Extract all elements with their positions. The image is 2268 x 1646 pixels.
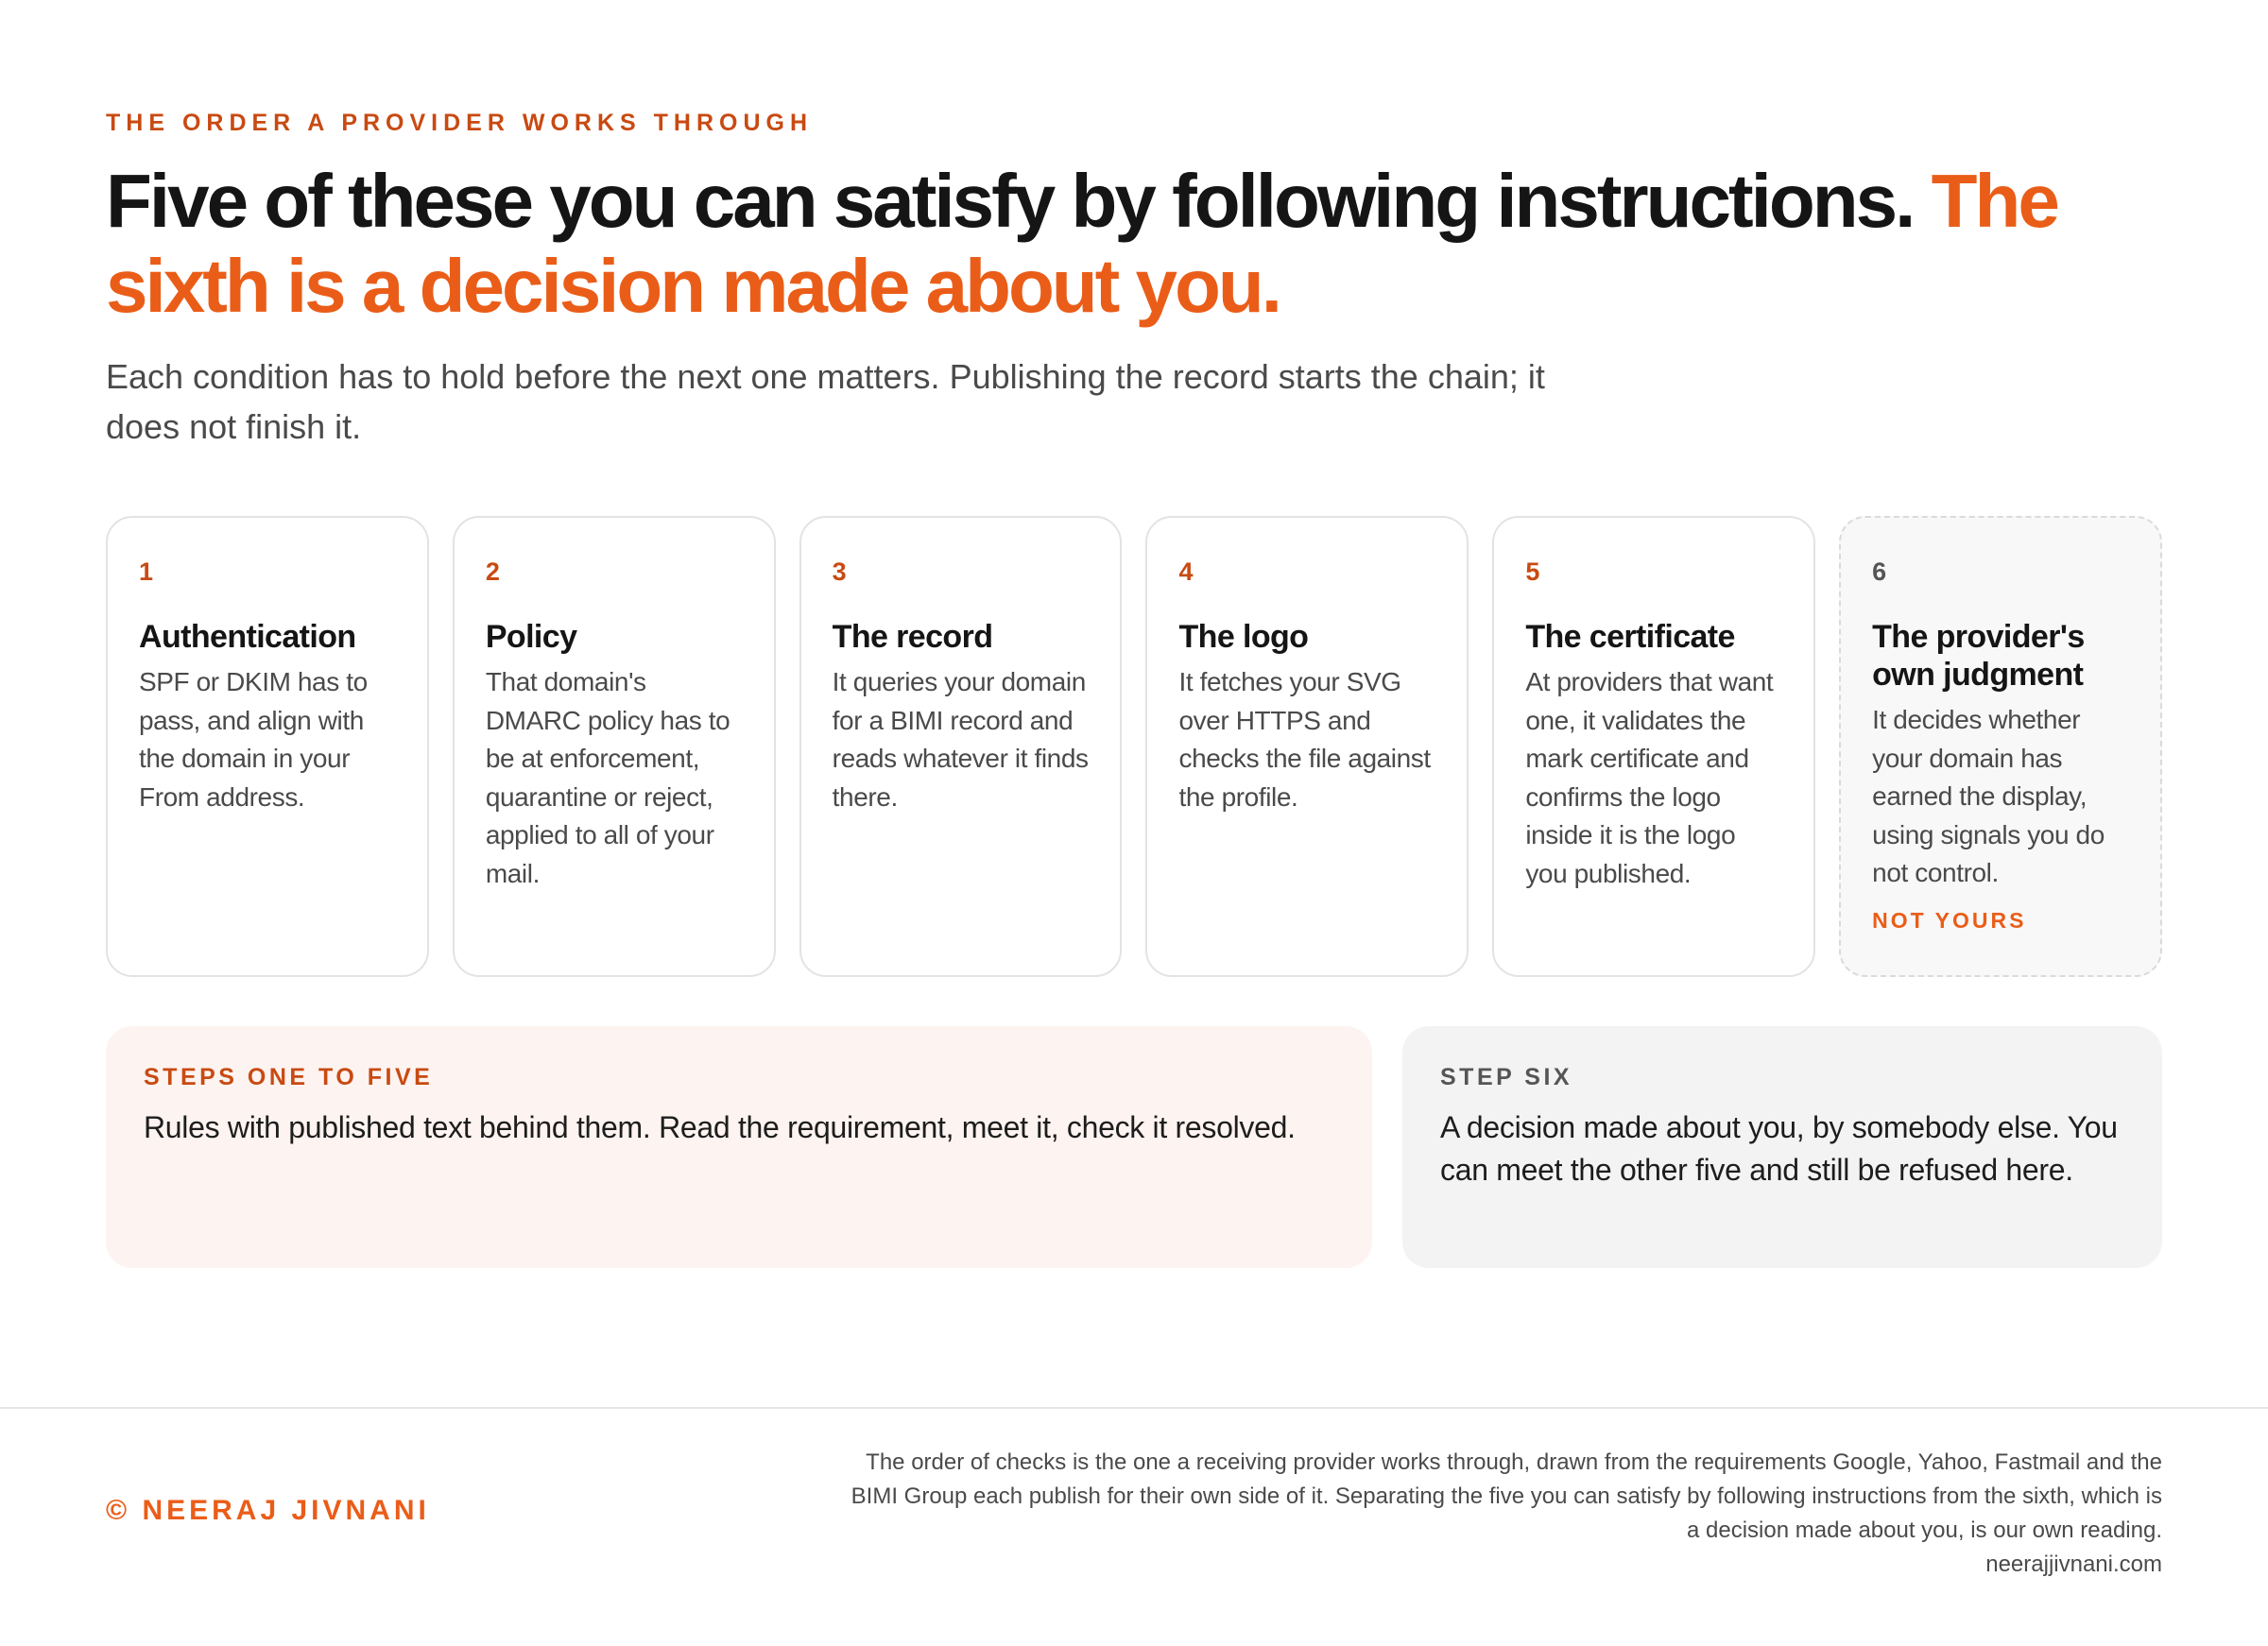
footer-divider: [0, 1407, 2268, 1409]
step-cards: [106, 516, 2162, 977]
panel-text: Rules with published text behind them. Read the requirement, meet it, check it resolved.: [144, 1110, 1296, 1144]
steps-one-to-five-panel: [106, 1026, 1372, 1268]
headline-main: Five of these you can satisfy by following instructions.: [106, 159, 1914, 243]
not-yours-tag: NOT YOURS: [1872, 907, 2027, 933]
step-title: The provider's own judgment: [1872, 619, 2085, 693]
step-title: The record: [832, 619, 993, 655]
eyebrow: THE ORDER A PROVIDER WORKS THROUGH: [106, 110, 813, 136]
lede: Each condition has to hold before the next one matters. Publishing the record starts the chain; it does not finish it.: [106, 357, 1545, 446]
source-note: [839, 1446, 2162, 1582]
step-six-panel: [1402, 1026, 2162, 1268]
step-card-logo: [1145, 516, 1469, 977]
step-body: It queries your domain for a BIMI record and reads whatever it finds there.: [832, 667, 1089, 812]
step-card-provider-judgment: [1839, 516, 2162, 977]
step-body: SPF or DKIM has to pass, and align with the domain in your From address.: [139, 667, 368, 812]
site-link[interactable]: neerajjivnani.com: [1985, 1552, 2162, 1577]
step-number: 6: [1872, 557, 1887, 586]
panel-label: STEP SIX: [1440, 1064, 1573, 1090]
step-number: 1: [139, 557, 154, 586]
step-body: It decides whether your domain has earned the display, using signals you do not control.: [1872, 705, 2105, 887]
step-body: It fetches your SVG over HTTPS and checks the file against the profile.: [1178, 667, 1431, 812]
copyright: © NEERAJ JIVNANI: [106, 1495, 430, 1526]
step-card-record: [799, 516, 1123, 977]
step-number: 2: [485, 557, 500, 586]
page-title: [106, 159, 2166, 329]
step-title: The logo: [1178, 619, 1309, 655]
step-body: At providers that want one, it validates the mark certificate and confirms the logo inside it is the logo you published.: [1525, 667, 1774, 888]
step-card-authentication: [106, 516, 429, 977]
step-title: Authentication: [139, 619, 356, 655]
headline-accent: The sixth is a decision made about you.: [106, 159, 2057, 328]
step-number: 5: [1525, 557, 1540, 586]
step-number: 3: [832, 557, 847, 586]
step-title: The certificate: [1525, 619, 1735, 655]
step-title: Policy: [485, 619, 577, 655]
step-number: 4: [1178, 557, 1194, 586]
panel-label: STEPS ONE TO FIVE: [144, 1064, 434, 1090]
source-note-text: The order of checks is the one a receiving provider works through, drawn from the requirements Google, Yahoo, Fastmail and the BIMI Group each publish for their own side of it. Separating the five you can satisfy by following instructions from the sixth, which is a decision made about you, is our own reading.: [850, 1449, 2162, 1543]
panel-text: A decision made about you, by somebody else. You can meet the other five and still be refused here.: [1440, 1110, 2118, 1187]
step-card-policy: [453, 516, 776, 977]
step-card-certificate: [1492, 516, 1815, 977]
step-body: That domain's DMARC policy has to be at enforcement, quarantine or reject, applied to all of your mail.: [485, 667, 730, 888]
